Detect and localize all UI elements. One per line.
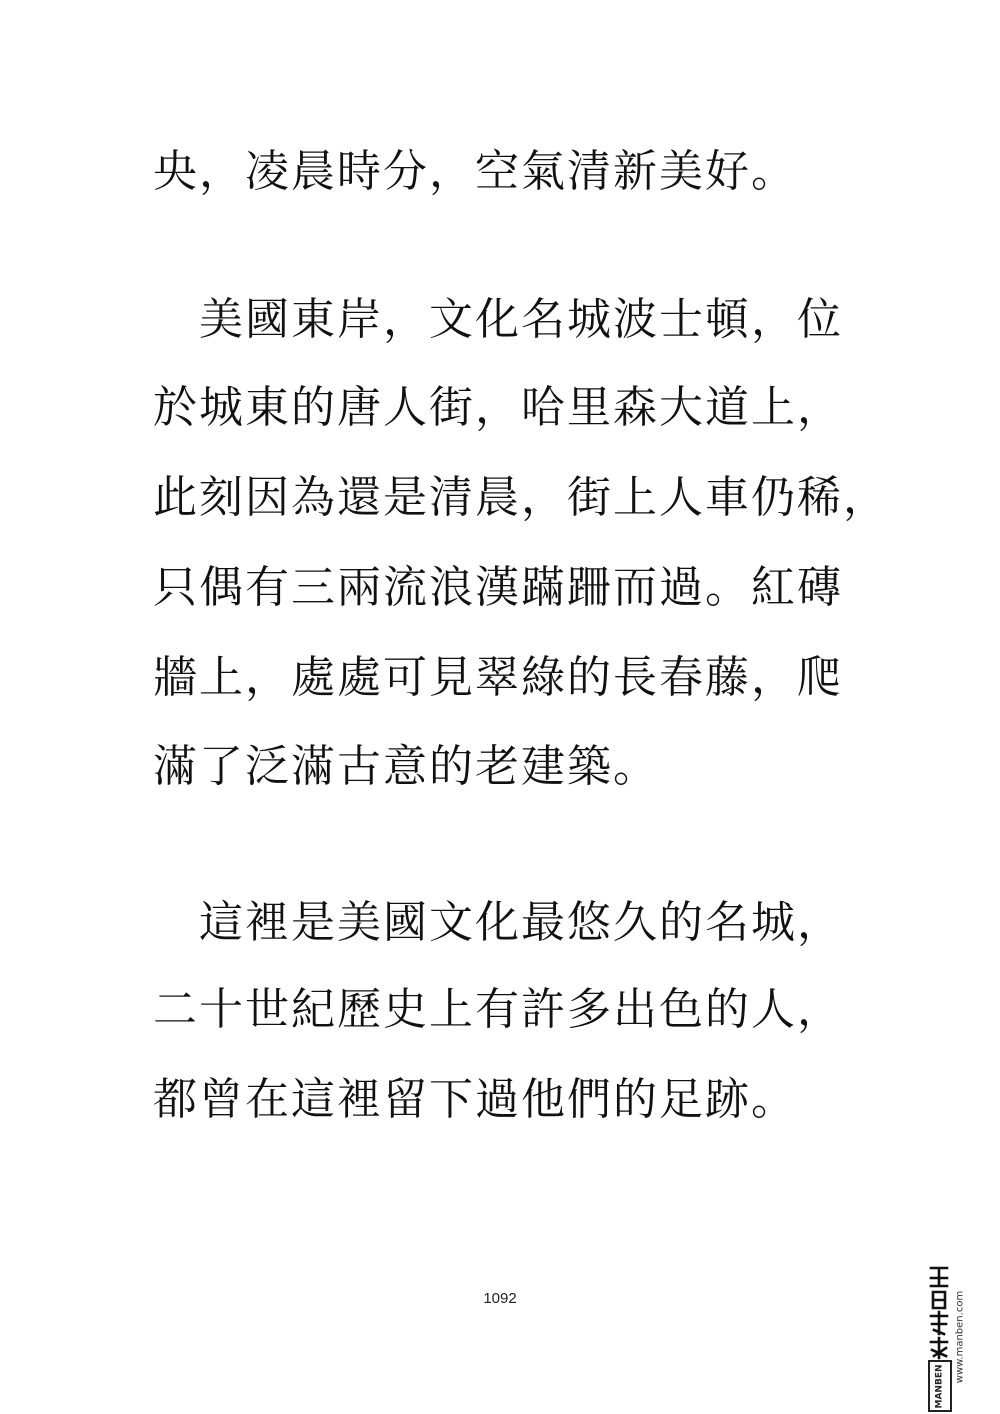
- text-line-1: 央，凌晨時分，空氣清新美好。: [153, 146, 797, 197]
- watermark-url: www.manben.com: [954, 1290, 966, 1384]
- text-line-3: 於城東的唐人街，哈里森大道上，: [153, 382, 843, 433]
- text-line-4: 此刻因為還是清晨，街上人車仍稀，: [153, 472, 889, 523]
- text-line-9: 二十世紀歷史上有許多出色的人，: [153, 984, 843, 1035]
- watermark-emblem: [928, 1262, 950, 1412]
- watermark-url-container: [952, 1262, 968, 1412]
- watermark-badge: [928, 1360, 952, 1412]
- watermark-badge-text: MANBEN: [934, 1364, 945, 1408]
- text-line-8: 這裡是美國文化最悠久的名城，: [153, 897, 843, 948]
- text-line-7: 滿了泛滿古意的老建築。: [153, 741, 659, 792]
- watermark-logo: [928, 1262, 990, 1412]
- watermark-logo-glyph: [928, 1264, 950, 1360]
- text-line-2: 美國東岸，文化名城波士頓，位: [153, 294, 843, 345]
- page-number: 1092: [483, 1290, 517, 1307]
- text-line-5: 只偶有三兩流浪漢蹣跚而過。紅磚: [153, 562, 843, 613]
- text-line-6: 牆上，處處可見翠綠的長春藤，爬: [153, 652, 843, 703]
- text-line-10: 都曾在這裡留下過他們的足跡。: [153, 1074, 797, 1125]
